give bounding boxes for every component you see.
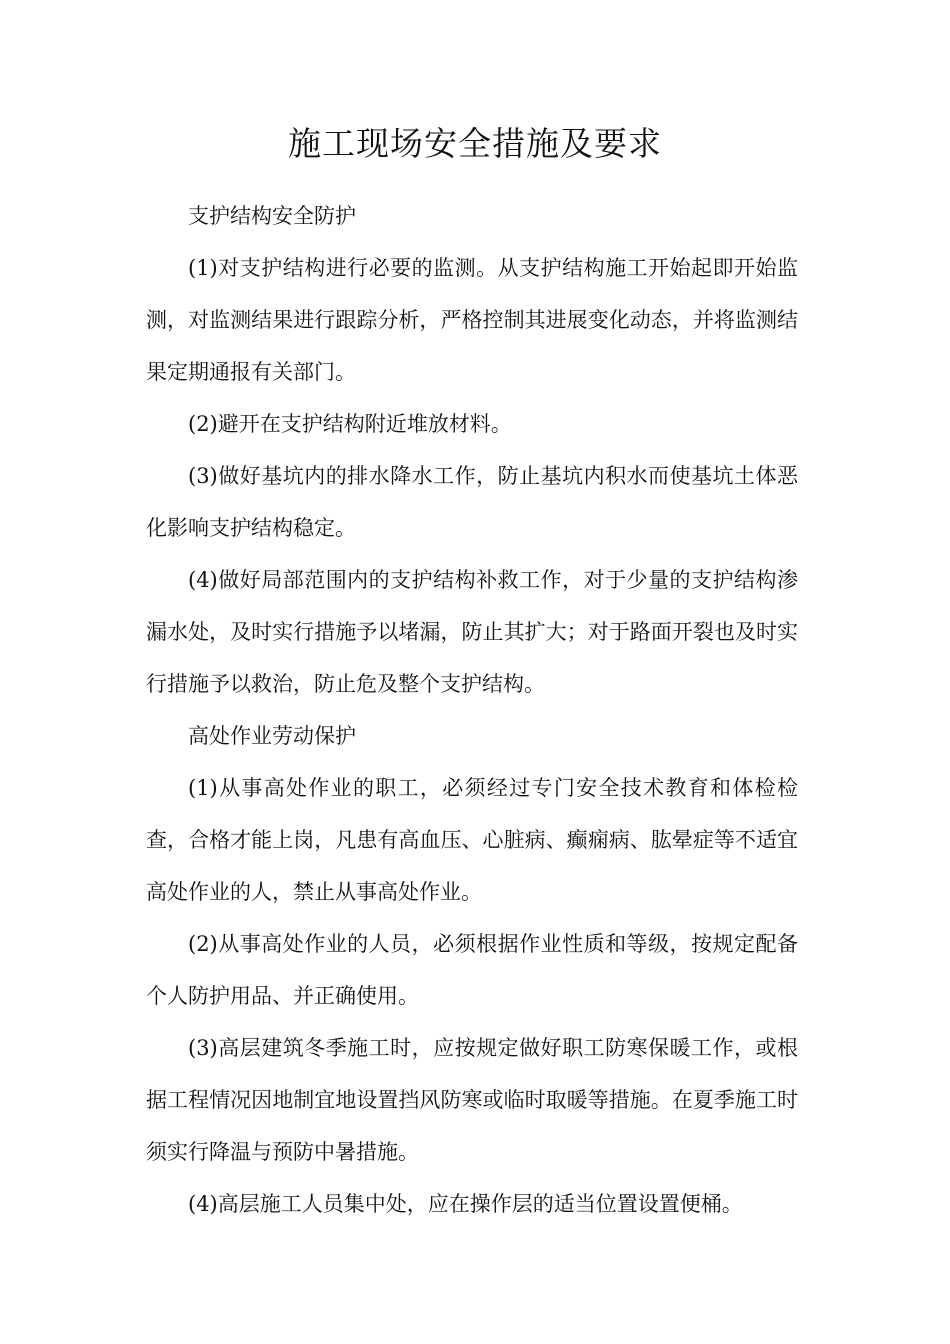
section-heading-support-structure: 支护结构安全防护	[188, 204, 356, 228]
document-title: 施工现场安全措施及要求	[288, 124, 662, 163]
paragraph-support-4: (4)做好局部范围内的支护结构补救工作，对于少量的支护结构渗漏水处，及时实行措施予以堵漏，防止其扩大；对于路面开裂也及时实行措施予以救治，防止危及整个支护结构。	[146, 568, 798, 696]
paragraph-high-work-1: (1)从事高处作业的职工，必须经过专门安全技术教育和体检检查，合格才能上岗，凡患有高血压、心脏病、癫痫病、肱晕症等不适宜高处作业的人，禁止从事高处作业。	[146, 776, 798, 904]
paragraph-support-3: (3)做好基坑内的排水降水工作，防止基坑内积水而使基坑土体恶化影响支护结构稳定。	[146, 464, 798, 540]
paragraph-high-work-2: (2)从事高处作业的人员，必须根据作业性质和等级，按规定配备个人防护用品、并正确使用。	[146, 932, 798, 1008]
document-body	[146, 190, 798, 1230]
paragraph-high-work-3: (3)高层建筑冬季施工时，应按规定做好职工防寒保暖工作，或根据工程情况因地制宜地设置挡风防寒或临时取暖等措施。在夏季施工时须实行降温与预防中暑措施。	[146, 1036, 798, 1164]
paragraph-support-2: (2)避开在支护结构附近堆放材料。	[188, 412, 512, 436]
paragraph-high-work-4: (4)高层施工人员集中处，应在操作层的适当位置设置便桶。	[188, 1192, 743, 1216]
section-heading-high-work: 高处作业劳动保护	[188, 724, 356, 748]
paragraph-support-1: (1)对支护结构进行必要的监测。从支护结构施工开始起即开始监测，对监测结果进行跟踪分析，严格控制其进展变化动态，并将监测结果定期通报有关部门。	[146, 256, 798, 384]
